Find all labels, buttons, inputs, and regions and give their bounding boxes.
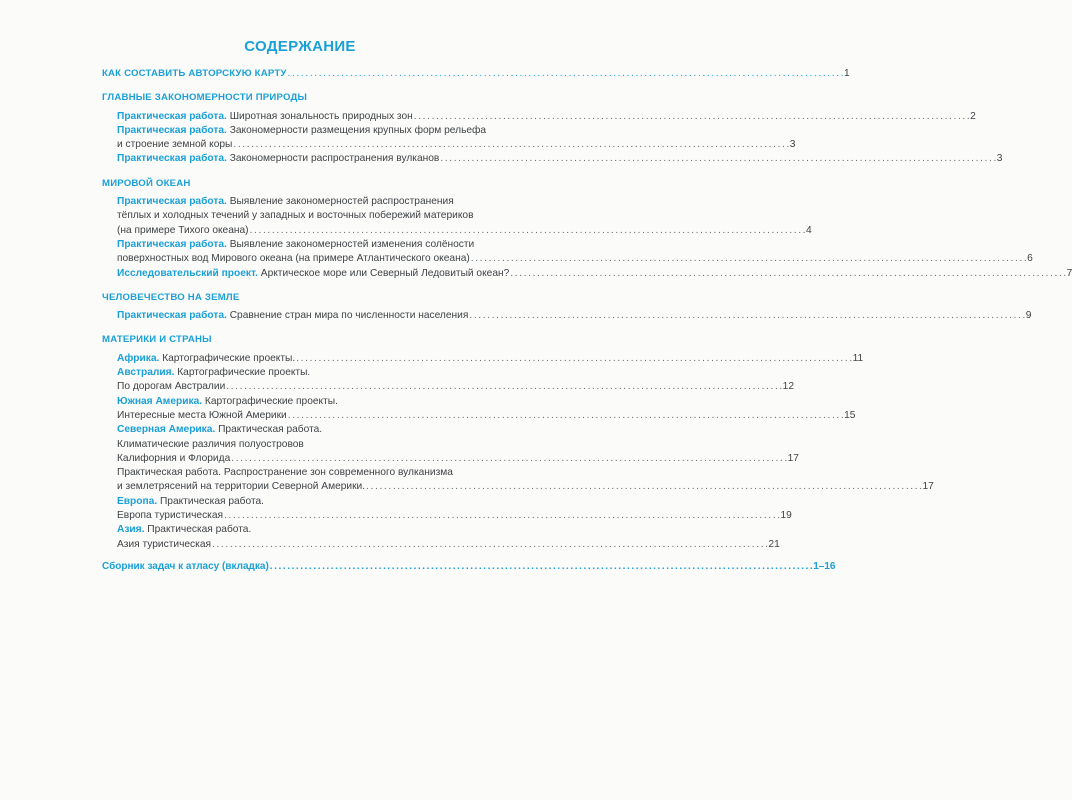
toc-entry-label: Практическая работа. (157, 495, 264, 507)
dot-leader (296, 352, 851, 366)
toc-entry[interactable] (102, 495, 504, 509)
page-number: 9 (1025, 310, 1032, 322)
dot-leader (288, 67, 843, 81)
dot-leader (212, 538, 767, 552)
toc-entry-label: По дорогам Австралии (117, 381, 226, 393)
dot-leader (471, 252, 1026, 266)
toc-entry-continuation[interactable] (102, 224, 812, 238)
entry-type-label: Практическая работа. (117, 238, 227, 250)
toc-entry-label: (на примере Тихого океана) (117, 224, 249, 236)
toc-entry-continuation[interactable] (102, 452, 799, 466)
dot-leader (366, 480, 921, 494)
dot-leader (226, 380, 781, 394)
toc-entry-label: Практическая работа. (144, 524, 252, 536)
toc-entry-continuation[interactable] (102, 480, 934, 494)
toc-entry[interactable] (102, 423, 504, 437)
dot-leader (440, 152, 995, 166)
toc-entry-label: Картографические проекты. (174, 367, 311, 379)
toc-entry-continuation: тёплых и холодных течений у западных и восточных побережий материков (117, 210, 474, 222)
section-heading: МАТЕРИКИ И СТРАНЫ (102, 334, 212, 346)
dot-leader (469, 309, 1024, 323)
entry-type-label: Практическая работа. (117, 153, 227, 165)
entry-type-label: Африка. (117, 352, 160, 364)
dot-leader (224, 509, 779, 523)
page-number: 3 (996, 153, 1003, 165)
toc-entry-continuation[interactable] (102, 538, 780, 552)
dot-leader (510, 267, 1065, 281)
toc-entry-label: Калифорния и Флорида (117, 452, 231, 464)
toc-entry[interactable] (102, 110, 976, 124)
toc-entry[interactable] (102, 238, 504, 252)
entry-type-label: Исследовательский проект. (117, 267, 258, 279)
page-number: 15 (844, 409, 856, 421)
page-number: 12 (782, 381, 794, 393)
page-number: 2 (970, 110, 976, 122)
dot-leader (233, 138, 788, 152)
section-heading: ЧЕЛОВЕЧЕСТВО НА ЗЕМЛЕ (102, 291, 240, 303)
toc-entry-label: КАК СОСТАВИТЬ АВТОРСКУЮ КАРТУ (102, 68, 287, 79)
toc-entry-label: Интересные места Южной Америки (117, 409, 287, 421)
dot-leader (250, 224, 805, 238)
page-number: 3 (789, 139, 796, 151)
toc-entry-label: Закономерности распространения вулканов (226, 153, 440, 165)
dot-leader (414, 110, 969, 124)
entry-type-label: Северная Америка. (117, 424, 216, 436)
toc-entry-continuation[interactable] (102, 509, 792, 523)
entry-type-label: Европа. (117, 495, 158, 507)
toc-entry-continuation: Практическая работа. Распространение зон современного вулканизма (117, 467, 453, 479)
page-number: 1 (843, 68, 850, 79)
toc-entry-label: Картографические проекты. (159, 352, 296, 364)
toc-entry-label: поверхностных вод Мирового океана (на примере Атлантического океана) (117, 253, 470, 265)
table-of-contents (102, 67, 1072, 574)
entry-type-label: Азия. (117, 524, 145, 536)
toc-entry-continuation[interactable] (102, 380, 794, 394)
page-number: 17 (787, 452, 799, 464)
entry-type-label: Практическая работа. (117, 196, 227, 208)
page-number: 7 (1066, 267, 1072, 279)
toc-entry-continuation[interactable] (102, 252, 1033, 266)
toc-entry[interactable] (102, 352, 864, 366)
toc-entry-label: и строение земной коры (117, 139, 233, 151)
toc-entry-label: Картографические проекты. (202, 395, 338, 407)
toc-entry[interactable] (102, 195, 504, 209)
page-number: 19 (780, 510, 792, 522)
toc-entry[interactable] (102, 309, 1032, 323)
page-number: 17 (922, 481, 934, 493)
dot-leader (270, 560, 812, 574)
toc-entry-label: Широтная зональность природных зон (226, 110, 413, 122)
toc-entry-label: Сравнение стран мира по численности населения (226, 310, 469, 322)
entry-type-label: Южная Америка. (117, 395, 203, 407)
toc-entry-label: Практическая работа. (215, 424, 323, 436)
toc-entry-label: и землетрясений на территории Северной Америки. (117, 481, 366, 493)
toc-entry-continuation[interactable] (102, 409, 856, 423)
toc-entry-label: Европа туристическая (117, 510, 224, 522)
page-number: 1–16 (813, 560, 836, 572)
toc-entry[interactable] (102, 395, 504, 409)
page-number: 6 (1027, 253, 1033, 265)
toc-entry-continuation: Климатические различия полуостровов (117, 438, 304, 450)
page-number: 4 (805, 224, 812, 236)
toc-entry[interactable] (102, 124, 504, 138)
toc-entry[interactable] (102, 366, 504, 380)
entry-type-label: Практическая работа. (117, 310, 227, 322)
toc-entry-label: Азия туристическая (117, 538, 212, 550)
toc-entry-label: Сборник задач к атласу (вкладка) (102, 560, 269, 572)
dot-leader (288, 409, 843, 423)
section-heading: МИРОВОЙ ОКЕАН (102, 177, 191, 189)
page-number: 11 (852, 352, 864, 364)
toc-entry-how-to[interactable] (102, 67, 850, 81)
toc-entry-supplement[interactable] (102, 560, 836, 574)
toc-entry[interactable] (102, 152, 1003, 166)
entry-type-label: Австралия. (117, 367, 175, 379)
toc-entry-label: Закономерности размещения крупных форм рельефа (226, 124, 487, 136)
toc-entry-continuation[interactable] (102, 138, 796, 152)
section-heading: ГЛАВНЫЕ ЗАКОНОМЕРНОСТИ ПРИРОДЫ (102, 92, 308, 104)
toc-entry-label: Выявление закономерностей изменения солёности (226, 238, 475, 250)
entry-type-label: Практическая работа. (117, 110, 227, 122)
toc-entry[interactable] (102, 267, 1072, 281)
toc-entry[interactable] (102, 523, 504, 537)
toc-entry-label: Выявление закономерностей распространения (226, 196, 454, 208)
page-number: 21 (768, 538, 780, 550)
dot-leader (231, 452, 786, 466)
entry-type-label: Практическая работа. (117, 124, 227, 136)
page-title: СОДЕРЖАНИЕ (244, 38, 356, 55)
toc-entry-label: Арктическое море или Северный Ледовитый океан? (257, 267, 510, 279)
